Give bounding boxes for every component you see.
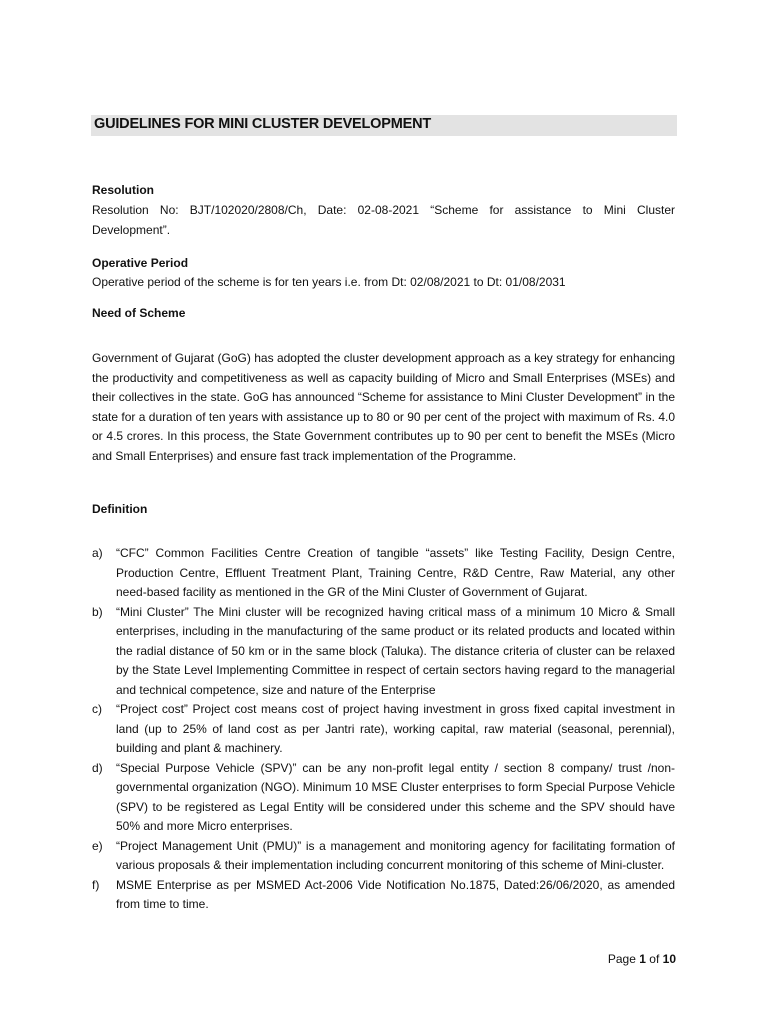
definition-text: MSME Enterprise as per MSMED Act-2006 Vide Notification No.1875, Dated:26/06/2020, as amended from time to time. xyxy=(116,877,675,911)
definition-text: “Project Management Unit (PMU)” is a management and monitoring agency for facilitating formation of various proposals & their implementation including concurrent monitoring of this scheme of Mini-cluster. xyxy=(116,838,675,872)
definition-heading: Definition xyxy=(92,502,148,516)
definition-item-d xyxy=(92,759,675,837)
operative-period-heading: Operative Period xyxy=(92,256,189,270)
list-marker: f) xyxy=(92,877,100,892)
list-marker: b) xyxy=(92,604,103,619)
definition-item-e xyxy=(92,837,675,876)
operative-period-text: Operative period of the scheme is for ten years i.e. from Dt: 02/08/2021 to Dt: 01/08/2031 xyxy=(92,275,566,289)
definition-item-f xyxy=(92,876,675,915)
of-word: of xyxy=(649,952,660,966)
list-marker: e) xyxy=(92,838,103,853)
definition-list xyxy=(92,544,675,915)
current-page: 1 xyxy=(639,952,646,966)
page-number xyxy=(608,952,676,966)
resolution-text: Resolution No: BJT/102020/2808/Ch, Date: 02-08-2021 “Scheme for assistance to Mini Cluster Development”. xyxy=(92,203,675,237)
need-of-scheme-heading: Need of Scheme xyxy=(92,306,186,320)
total-pages: 10 xyxy=(662,952,676,966)
resolution-heading: Resolution xyxy=(92,183,154,197)
definition-text: “CFC” Common Facilities Centre Creation of tangible “assets” like Testing Facility, Design Centre, Production Centre, Effluent Treatment Plant, Training Centre, R&D Centre, Raw Material, any other need-based facility as mentioned in the GR of the Mini Cluster of Government of Gujarat. xyxy=(116,546,675,599)
definition-item-b xyxy=(92,603,675,701)
list-marker: c) xyxy=(92,702,102,716)
definition-text: “Project cost” Project cost means cost of project having investment in gross fixed capital investment in land (up to 25% of land cost as per Jantri rate), working capital, raw material (seasonal, perennial), building and plant & machinery. xyxy=(116,702,675,755)
definition-text: “Mini Cluster” The Mini cluster will be recognized having critical mass of a minimum 10 Micro & Small enterprises, including in the manufacturing of the same product or its related products and located within the radial distance of 50 km or in the same block (Taluka). The distance criteria of cluster can be relaxed by the State Level Implementing Committee in respect of certain sectors having regard to the managerial and technical competence, size and nature of the Enterprise xyxy=(116,604,675,697)
title-bar xyxy=(91,115,677,136)
definition-text: “Special Purpose Vehicle (SPV)” can be any non-profit legal entity / section 8 company/ trust /non-governmental organization (NGO). Minimum 10 MSE Cluster enterprises to form Special Purpose Vehicle (SPV) to be registered as Legal Entity will be considered under this scheme and the SPV should have 50% and more Micro enterprises. xyxy=(116,760,675,833)
need-of-scheme-text: Government of Gujarat (GoG) has adopted the cluster development approach as a key strategy for enhancing the productivity and competitiveness as well as capacity building of Micro and Small Enterprises (MSEs) and their collectives in the state. GoG has announced “Scheme for assistance to Mini Cluster Development” in the state for a duration of ten years with assistance up to 80 or 90 per cent of the project with maximum of Rs. 4.0 or 4.5 crores. In this process, the State Government contributes up to 90 per cent to benefit the MSEs (Micro and Small Enterprises) and ensure fast track implementation of the Programme. xyxy=(92,351,675,463)
document-title: GUIDELINES FOR MINI CLUSTER DEVELOPMENT xyxy=(94,116,431,132)
definition-item-a xyxy=(92,544,675,603)
list-marker: a) xyxy=(92,546,103,560)
definition-item-c xyxy=(92,700,675,759)
list-marker: d) xyxy=(92,760,103,775)
page-word: Page xyxy=(607,952,636,966)
